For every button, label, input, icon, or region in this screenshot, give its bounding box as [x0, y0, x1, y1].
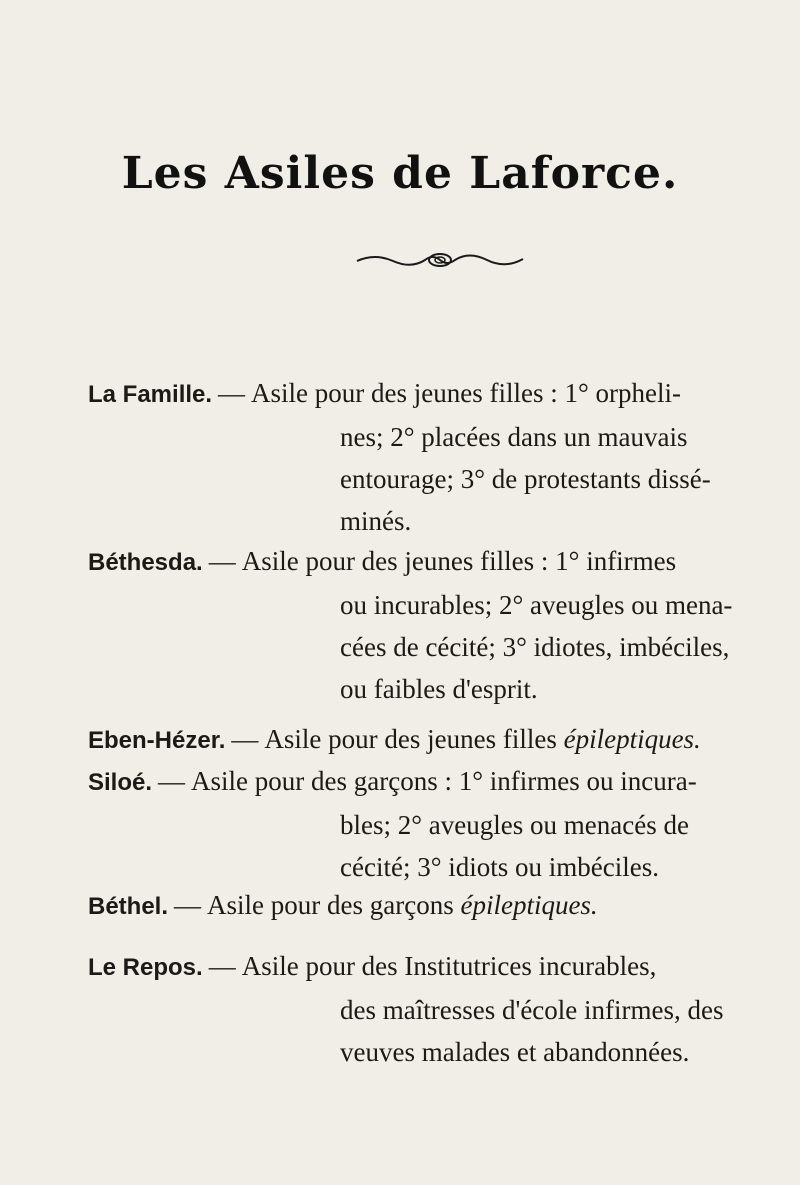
entry-line: Asile pour des jeunes filles : 1° infirmes: [241, 546, 677, 576]
entry-dash: —: [208, 546, 236, 576]
entry-term: La Famille.: [88, 381, 213, 408]
entry-line: nes; 2° placées dans un mauvais: [340, 422, 688, 452]
entry-term: Béthesda.: [88, 549, 203, 576]
entry-italic: épileptiques.: [460, 890, 598, 920]
entry-line: Asile pour des jeunes filles : 1° orpheli-: [251, 378, 682, 408]
entry-siloe: [88, 760, 788, 888]
entry-line: Asile pour des Institutrices incurables,: [241, 951, 657, 981]
entry-dash: —: [208, 951, 236, 981]
entry-line: des maîtresses d'école infirmes, des: [340, 995, 724, 1025]
entry-term: Béthel.: [88, 893, 169, 920]
entry-term: Siloé.: [88, 769, 153, 796]
entry-line: veuves malades et abandonnées.: [340, 1037, 690, 1067]
entry-dash: —: [174, 890, 202, 920]
entry-line: cées de cécité; 3° idiotes, imbéciles,: [340, 632, 730, 662]
entry-line: bles; 2° aveugles ou menacés de: [340, 810, 689, 840]
entry-line: minés.: [340, 506, 412, 536]
entry-line: ou incurables; 2° aveugles ou mena-: [340, 590, 733, 620]
entry-line: entourage; 3° de protestants dissé-: [340, 464, 711, 494]
entry-la-famille: [88, 372, 788, 542]
entry-line: Asile pour des garçons: [207, 890, 454, 920]
entry-eben-hezer: [88, 718, 788, 762]
entry-line: Asile pour des garçons : 1° infirmes ou incura-: [191, 766, 697, 796]
entry-term: Le Repos.: [88, 954, 203, 981]
entry-italic: épileptiques.: [563, 724, 701, 754]
entry-dash: —: [231, 724, 259, 754]
entry-line: Asile pour des jeunes filles: [264, 724, 557, 754]
ornament-divider: [355, 247, 525, 273]
entry-bethel: [88, 884, 788, 928]
page-title: Les Asiles de Laforce.: [121, 148, 679, 199]
entry-line: ou faibles d'esprit.: [340, 674, 538, 704]
entry-line: cécité; 3° idiots ou imbéciles.: [340, 852, 659, 882]
entry-dash: —: [218, 378, 246, 408]
entry-dash: —: [158, 766, 186, 796]
entry-bethesda: [88, 540, 788, 710]
entry-term: Eben-Hézer.: [88, 727, 226, 754]
entry-le-repos: [88, 945, 788, 1073]
